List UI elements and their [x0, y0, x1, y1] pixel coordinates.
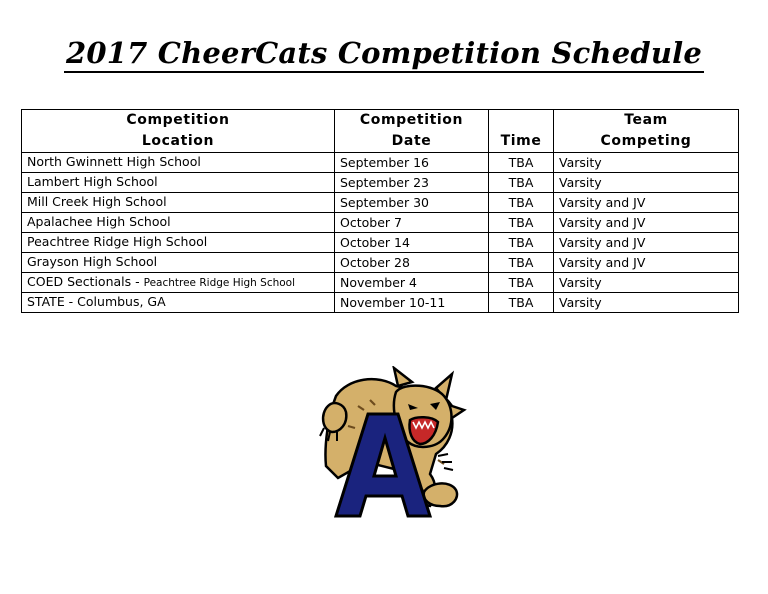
cat-paw-left [323, 403, 346, 432]
location-text: COED Sectionals - [27, 274, 144, 289]
header-row [22, 110, 739, 153]
table-row [22, 213, 739, 233]
wildcat-logo-icon [318, 366, 468, 522]
location-text: Apalachee High School [27, 214, 171, 229]
header-date-line2: Date [391, 133, 432, 149]
location-text: North Gwinnett High School [27, 154, 201, 169]
cell-date: October 7 [335, 213, 489, 233]
page-title [0, 36, 768, 70]
table-row [22, 253, 739, 273]
table-row [22, 233, 739, 253]
cell-location [22, 153, 335, 173]
cell-team: Varsity and JV [554, 193, 739, 213]
header-date-line1: Competition [359, 112, 464, 128]
cell-date: October 28 [335, 253, 489, 273]
cat-paw-right [424, 483, 457, 506]
cell-time: TBA [489, 273, 554, 293]
cell-team: Varsity [554, 293, 739, 313]
cell-team: Varsity and JV [554, 253, 739, 273]
cell-location [22, 253, 335, 273]
cell-date: September 23 [335, 173, 489, 193]
cell-time: TBA [489, 293, 554, 313]
schedule-table [21, 109, 739, 313]
cell-time: TBA [489, 173, 554, 193]
header-team [554, 110, 739, 153]
location-subtext: Peachtree Ridge High School [143, 277, 296, 289]
cell-date: September 16 [335, 153, 489, 173]
cell-team: Varsity [554, 153, 739, 173]
cat-ear-left [394, 368, 412, 386]
cell-location [22, 273, 335, 293]
cell-location [22, 233, 335, 253]
cell-date: September 30 [335, 193, 489, 213]
header-date [335, 110, 489, 153]
header-team-line2: Competing [600, 133, 692, 149]
cell-location [22, 193, 335, 213]
page-title-text: 2017 CheerCats Competition Schedule [64, 36, 704, 73]
cell-team: Varsity and JV [554, 213, 739, 233]
cell-time: TBA [489, 193, 554, 213]
table-row [22, 273, 739, 293]
table-row [22, 173, 739, 193]
cell-time: TBA [489, 233, 554, 253]
header-team-line1: Team [624, 112, 668, 128]
cell-time: TBA [489, 213, 554, 233]
cell-team: Varsity [554, 173, 739, 193]
location-text: Peachtree Ridge High School [27, 234, 208, 249]
cell-date: October 14 [335, 233, 489, 253]
cell-date: November 10-11 [335, 293, 489, 313]
table-row [22, 153, 739, 173]
table-row [22, 193, 739, 213]
header-location-line2: Location [141, 133, 215, 149]
cell-location [22, 173, 335, 193]
location-text: Grayson High School [27, 254, 158, 269]
cell-time: TBA [489, 253, 554, 273]
cell-date: November 4 [335, 273, 489, 293]
cell-location [22, 293, 335, 313]
cell-team: Varsity [554, 273, 739, 293]
cell-time: TBA [489, 153, 554, 173]
location-text: Lambert High School [27, 174, 158, 189]
cell-team: Varsity and JV [554, 233, 739, 253]
header-location-line1: Competition [126, 112, 230, 128]
cell-location [22, 213, 335, 233]
header-time-text: Time [500, 133, 542, 149]
header-time [489, 110, 554, 153]
header-location [22, 110, 335, 153]
table-row [22, 293, 739, 313]
location-text: Mill Creek High School [27, 194, 167, 209]
location-text: STATE - Columbus, GA [27, 294, 166, 309]
